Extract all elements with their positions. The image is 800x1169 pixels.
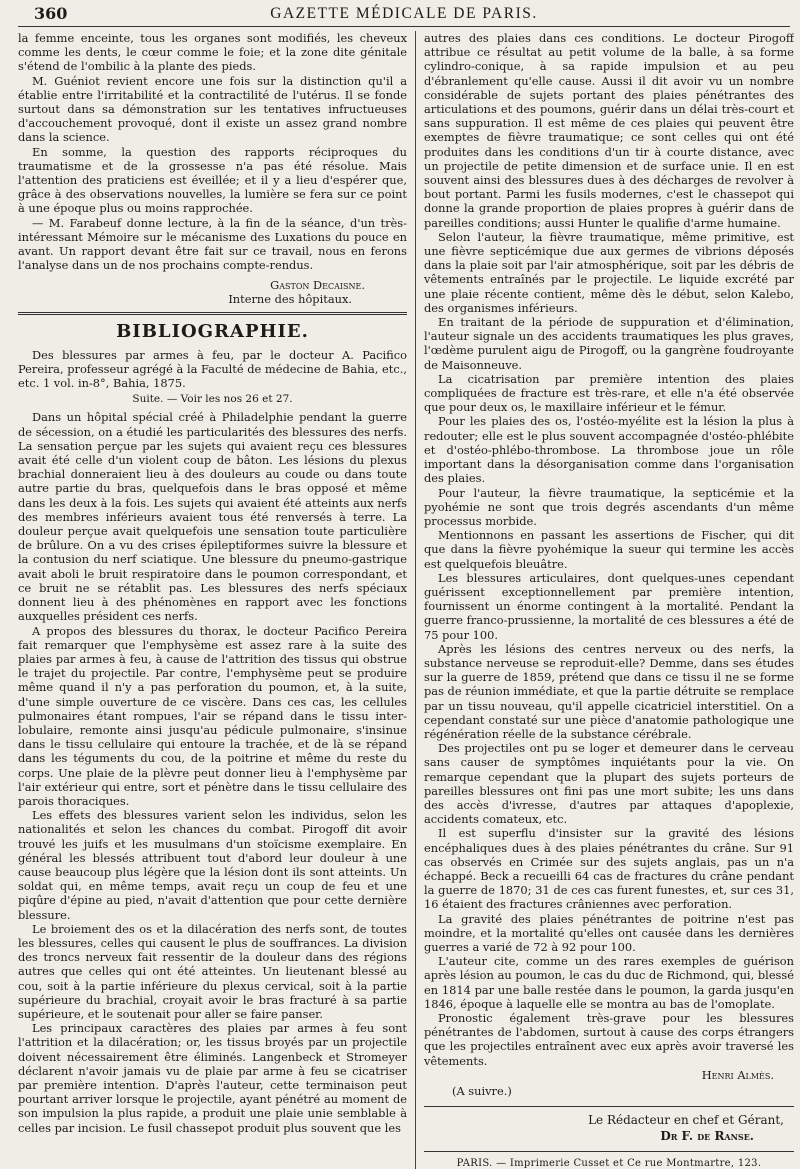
left-column	[18, 31, 416, 1169]
section-divider	[18, 312, 407, 315]
to-be-continued: (A suivre.)	[452, 1083, 512, 1098]
signature-title: Interne des hôpitaux.	[228, 292, 352, 307]
paragraph: En traitant de la période de suppuration et d'élimination, l'auteur signale un des accidents traumatiques les plus graves, l'œdème purulent aigu de Pirogoff, ou la gangrène foudroyante de Maisonneuve.	[424, 315, 794, 372]
editor-name: Dr F. de Ranse.	[660, 1128, 754, 1143]
paragraph: Les effets des blessures varient selon les individus, selon les nationalités et selon les chances du combat. Pirogoff dit avoir trouvé les juifs et les musulmans d'un stoïcisme exemplaire. En général les blessés attribuent tout d'abord leur douleur à une cause beaucoup plus légère que la lésion dont ils sont atteints. Un soldat qui, en même temps, avait reçu un coup de feu et une piqûre d'épine au pied, n'avait d'attention que pour cette dernière blessure.	[18, 808, 407, 922]
paragraph: Mentionnons en passant les assertions de Fischer, qui dit que dans la fièvre pyohémique la sueur qui termine les accès est quelquefois bleuâtre.	[424, 528, 794, 571]
paragraph: La cicatrisation par première intention des plaies compliquées de fracture est très-rare, et elle n'a été observée que pour deux os, le maxillaire inférieur et le fémur.	[424, 371, 794, 415]
paragraph: la femme enceinte, tous les organes sont modifiés, les cheveux comme les dents, le cœur comme le foie; et la zone dite génitale s'étend de l'ombilic à la plante des pieds.	[18, 31, 407, 74]
paragraph: Le broiement des os et la dilacération des nerfs sont, de toutes les blessures, celles qui causent le plus de souffrances. La division des troncs nerveux fait ressentir de la douleur dans des régions autres que celles qui ont été atteintes. Un lieutenant blessé au cou, soit à la partie inférieure du plexus cervical, soit à la partie supérieure du brachial, croyait avoir le bras fracturé à sa partie supérieure, et le soutenait pour aller se faire panser.	[18, 921, 407, 1021]
continuation-note: Suite. — Voir les nos 26 et 27.	[132, 393, 293, 406]
page-header	[18, 0, 790, 27]
columns	[18, 31, 794, 1169]
paragraph: En somme, la question des rapports réciproques du traumatisme et de la grossesse n'a pas été résolue. Mais l'attention des praticiens est éveillée; et il y a lieu d'espérer que, grâce à des observations nouvelles, la lumière se fera sur ce point à une époque plus ou moins rapprochée.	[18, 144, 407, 216]
paragraph: Pronostic également très-grave pour les blessures pénétrantes de l'abdomen, surtout à cause des corps étrangers que les projectiles entraînent avec eux après avoir traversé les vêtements.	[424, 1011, 794, 1068]
book-reference: Des blessures par armes à feu, par le docteur A. Pacifico Pereira, professeur agrégé à la Faculté de médecine de Bahia, etc., etc. 1 vol. in-8°, Bahia, 1875.	[18, 348, 407, 391]
paragraph: Pour les plaies des os, l'ostéo-myélite est la lésion la plus à redouter; elle est le plus souvent accompagnée d'ostéo-phlébite et d'ostéo-phlébo-thrombose. La thrombose joue un rôle important dans la désorganisation comme dans l'organisation des plaies.	[424, 414, 794, 486]
signature-name: Gaston Decaisne.	[270, 278, 365, 293]
paragraph: Il est superflu d'insister sur la gravité des lésions encéphaliques dues à des plaies pénétrantes du crâne. Sur 91 cas observés en Crimée sur des sujets anglais, pas un n'a échappé. Beck a recueilli 64 cas de fractures du crâne pendant la guerre de 1870; 31 de ces cas furent funestes, et, sur ces 31, 16 étaient des fractures crâniennes avec perforation.	[424, 826, 794, 912]
paragraph: A propos des blessures du thorax, le docteur Pacifico Pereira fait remarquer que l'emphysème est assez rare à la suite des plaies par armes à feu, à cause de l'attrition des tissus qui obstrue le trajet du projectile. Par contre, l'emphysème peut se produire même quand il n'y a pas perforation du poumon, et, à la suite, d'une simple ouverture de ce viscère. Dans ces cas, les cellules pulmonaires étant rompues, l'air se répand dans le tissu inter-lobulaire, remonte ainsi jusqu'au pédicule pulmonaire, s'insinue dans le tissu cellulaire qui entoure la trachée, et de là se répand dans les téguments du cou, de la poitrine et même du reste du corps. Une plaie de la plèvre peut donner lieu à l'emphysème par l'air extérieur qui entre, sort et pénètre dans le tissu cellulaire des parois thoraciques.	[18, 623, 407, 808]
printer-imprint: PARIS. — Imprimerie Cusset et Ce rue Montmartre, 123.	[424, 1151, 794, 1169]
paragraph: Des projectiles ont pu se loger et demeurer dans le cerveau sans causer de symptômes inquiétants pour la vie. On remarque cependant que la plupart des sujets porteurs de pareilles blessures ont fini pas une mort subite; les uns dans des accès d'ivresse, d'autres par attaques d'apoplexie, accidents comateux, etc.	[424, 741, 794, 827]
editor-label: Le Rédacteur en chef et Gérant,	[588, 1112, 784, 1127]
paragraph: La gravité des plaies pénétrantes de poitrine n'est pas moindre, et la mortalité qu'elles ont causée dans les dernières guerres a varié de 72 à 92 pour 100.	[424, 911, 794, 954]
paragraph: Les principaux caractères des plaies par armes à feu sont l'attrition et la dilacération; or, les tissus broyés par un projectile doivent nécessairement être éliminés. Langenbeck et Stromeyer déclarent n'avoir jamais vu de plaie par arme à feu se cicatriser par première intention. D'après l'auteur, cette terminaison peut pourtant arriver lorsque le projectile, ayant pénétré au moment de son impulsion la plus rapide, a produit une plaie unie semblable à celles par incision. Le fusil chassepot produit plus souvent que les	[18, 1021, 407, 1135]
right-column	[416, 31, 794, 1169]
paragraph: Selon l'auteur, la fièvre traumatique, même primitive, est une fièvre septicémique due aux germes de vibrions déposés dans la plaie soit par l'air atmosphérique, soit par les débris de vêtements entraînés par le projectile. Le liquide excrété par une plaie récente contient, même dès le début, selon Kalebo, des organismes inférieurs.	[424, 229, 794, 315]
page-number: 360	[34, 4, 68, 23]
paragraph: Les blessures articulaires, dont quelques-unes cependant guérissent exceptionnellement par première intention, fournissent un énorme contingent à la mortalité. Pendant la guerre franco-prussienne, la mortalité de ces blessures a été de 75 pour 100.	[424, 570, 794, 642]
closing-rule	[424, 1106, 794, 1107]
paragraph: M. Guéniot revient encore une fois sur la distinction qu'il a établie entre l'irritabilité et la contractilité de l'utérus. Il se fonde surtout dans sa démonstration sur les tentatives infructueuses d'accouchement provoqué, dont il existe un assez grand nombre dans la science.	[18, 73, 407, 145]
paragraph: Dans un hôpital spécial créé à Philadelphie pendant la guerre de sécession, on a étudié les particularités des blessures des nerfs. La sensation perçue par les sujets qui avaient reçu ces blessures avait été celle d'un violent coup de bâton. Les lésions du plexus brachial donneraient lieu à des douleurs au coude ou dans toute autre partie du bras, quelquefois dans le bras opposé et même dans les deux à la fois. Les sujets qui avaient été atteints aux nerfs des membres inférieurs avaient tous été renversés à terre. La douleur perçue avait quelquefois une sensation toute particulière de brûlure. On a vu des crises épileptiformes suivre la blessure et la contusion du nerf sciatique. Une blessure du pneumo-gastrique avait aboli le bruit respiratoire dans le poumon correspondant, et ce bruit ne se rétablit pas. Les blessures des nerfs spéciaux donnent lieu à des phénomènes en rapport avec les fonctions auxquelles président ces nerfs.	[18, 410, 407, 624]
paragraph: autres des plaies dans ces conditions. Le docteur Pirogoff attribue ce résultat au petit volume de la balle, à sa forme cylindro-conique, à sa rapide impulsion et au peu d'ébranlement qu'elle cause. Aussi il dit avoir vu un nombre considérable de sujets portant des plaies pénétrantes des articulations et des poumons, guérir dans un délai très-court et sans suppuration. Il est même de ces plaies qui peuvent être exemptes de fièvre traumatique; ce sont celles qui ont été produites dans les conditions d'un tir à courte distance, avec un projectile de petite dimension et de surface unie. Il en est souvent ainsi des blessures dues à des décharges de revolver à bout portant. Parmi les fusils modernes, c'est le chassepot qui donne la grande proportion de plaies propres à guérir dans de pareilles conditions; aussi Hunter le qualifie d'arme humaine.	[424, 31, 794, 230]
section-title: BIBLIOGRAPHIE.	[116, 321, 309, 343]
paragraph: L'auteur cite, comme un des rares exemples de guérison après lésion au poumon, le cas du duc de Richmond, qui, blessé en 1814 par une balle restée dans le poumon, la garda jusqu'en 1846, époque à laquelle elle se montra au bas de l'omoplate.	[424, 954, 794, 1011]
article-author: Henri Almès.	[701, 1067, 774, 1082]
paragraph: — M. Farabeuf donne lecture, à la fin de la séance, d'un très-intéressant Mémoire sur le mécanisme des Luxations du pouce en avant. Un rapport devant être fait sur ce travail, nous en ferons l'analyse dans un de nos prochains compte-rendus.	[18, 215, 407, 273]
paragraph: Pour l'auteur, la fièvre traumatique, la septicémie et la pyohémie ne sont que trois degrés ascendants d'un même processus morbide.	[424, 485, 794, 528]
paragraph: Après les lésions des centres nerveux ou des nerfs, la substance nerveuse se reproduit-elle? Demme, dans ses études sur la guerre de 1859, prétend que dans ce tissu il ne se forme pas de réunion immédiate, et que la partie détruite se remplace par un tissu nouveau, qu'il appelle cicatriciel interstitiel. On a cependant constaté sur une pièce d'anatomie pathologique une régénération réelle de la substance cérébrale.	[424, 641, 794, 741]
journal-title: GAZETTE MÉDICALE DE PARIS.	[270, 5, 538, 22]
